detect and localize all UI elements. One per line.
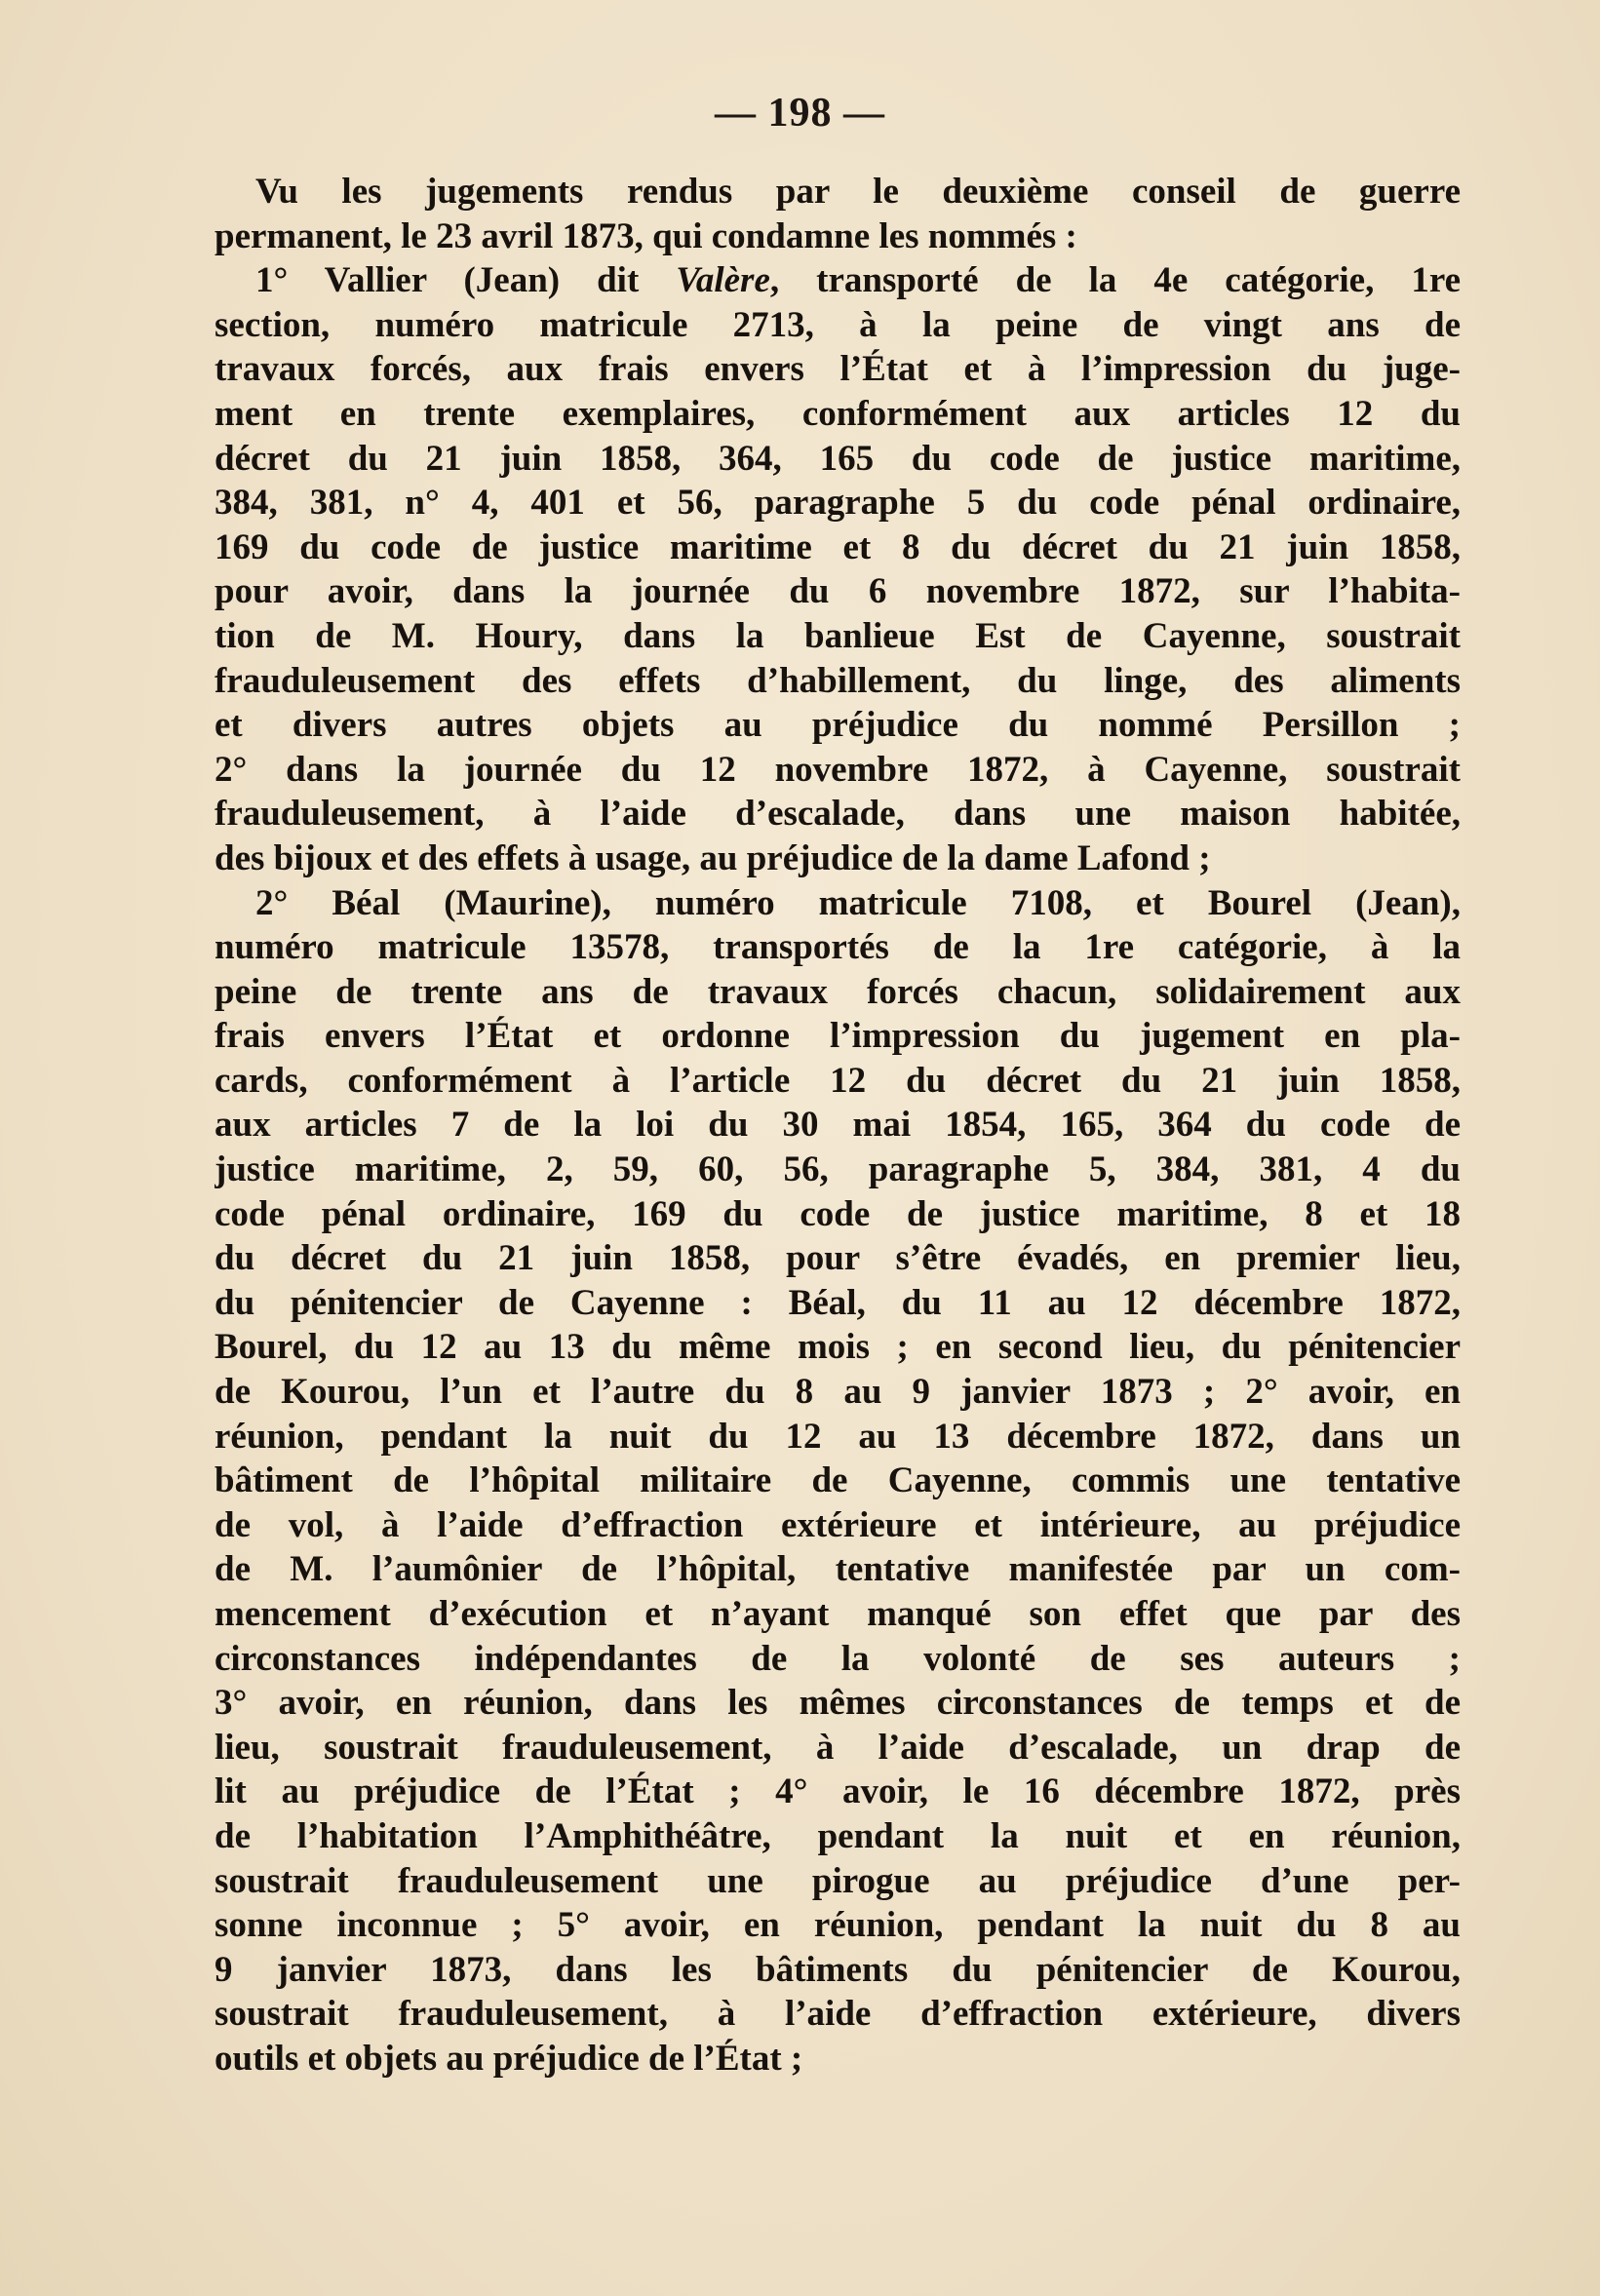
text-line: soustrait frauduleusement une pirogue au préjudice d’une per- [215, 1860, 1461, 1901]
text-line: soustrait frauduleusement, à l’aide d’effraction extérieure, divers [215, 1994, 1461, 2035]
text-line: bâtiment de l’hôpital militaire de Cayenne, commis une tentative [215, 1460, 1461, 1501]
text-line: circonstances indépendantes de la volonté de ses auteurs ; [215, 1638, 1461, 1679]
page-number: — 198 — [715, 91, 885, 136]
text-line: permanent, le 23 avril 1873, qui condamne les nommés : [215, 215, 1077, 256]
text-line: 2° Béal (Maurine), numéro matricule 7108, et Bourel (Jean), [255, 882, 1461, 923]
text-line: peine de trente ans de travaux forcés chacun, solidairement aux [215, 971, 1461, 1012]
text-line: 384, 381, n° 4, 401 et 56, paragraphe 5 du code pénal ordinaire, [215, 483, 1461, 524]
text-line: 2° dans la journée du 12 novembre 1872, à Cayenne, soustrait [215, 749, 1461, 790]
body-text [215, 170, 1461, 2082]
text-line: sonne inconnue ; 5° avoir, en réunion, pendant la nuit du 8 au [215, 1905, 1461, 1946]
text-line: tion de M. Houry, dans la banlieue Est de Cayenne, soustrait [215, 615, 1461, 656]
text-line: de M. l’aumônier de l’hôpital, tentative manifestée par un com- [215, 1549, 1461, 1590]
text-line: lieu, soustrait frauduleusement, à l’aide d’escalade, un drap de [215, 1727, 1461, 1768]
text-line: 9 janvier 1873, dans les bâtiments du pénitencier de Kourou, [215, 1949, 1461, 1990]
text-line: Bourel, du 12 au 13 du même mois ; en second lieu, du pénitencier [215, 1327, 1461, 1368]
text-line: frauduleusement, à l’aide d’escalade, dans une maison habitée, [215, 794, 1461, 835]
text-line: décret du 21 juin 1858, 364, 165 du code de justice maritime, [215, 438, 1461, 479]
text-line: du décret du 21 juin 1858, pour s’être évadés, en premier lieu, [215, 1238, 1461, 1279]
text-line: ment en trente exemplaires, conformément aux articles 12 du [215, 393, 1461, 434]
text-line: frauduleusement des effets d’habillement, du linge, des aliments [215, 660, 1461, 701]
text-line: frais envers l’État et ordonne l’impression du jugement en pla- [215, 1016, 1461, 1057]
text-line: numéro matricule 13578, transportés de la 1re catégorie, à la [215, 927, 1461, 968]
italic-nickname: Valère [676, 260, 770, 301]
text-line: justice maritime, 2, 59, 60, 56, paragraphe 5, 384, 381, 4 du [215, 1149, 1461, 1190]
text-line: travaux forcés, aux frais envers l’État et à l’impression du juge- [215, 349, 1461, 390]
text-line: pour avoir, dans la journée du 6 novembre 1872, sur l’habita- [215, 571, 1461, 612]
text-line: section, numéro matricule 2713, à la peine de vingt ans de [215, 304, 1461, 345]
text-line: cards, conformément à l’article 12 du décret du 21 juin 1858, [215, 1060, 1461, 1101]
text-line: mencement d’exécution et n’ayant manqué son effet que par des [215, 1594, 1461, 1634]
text-line: du pénitencier de Cayenne : Béal, du 11 au 12 décembre 1872, [215, 1282, 1461, 1323]
text-line: 1° Vallier (Jean) dit Valère, transporté de la 4e catégorie, 1re [255, 260, 1461, 301]
text-line: Vu les jugements rendus par le deuxième conseil de guerre [255, 172, 1461, 212]
text-line: réunion, pendant la nuit du 12 au 13 décembre 1872, dans un [215, 1416, 1461, 1457]
text-line: code pénal ordinaire, 169 du code de justice maritime, 8 et 18 [215, 1193, 1461, 1234]
text-line: et divers autres objets au préjudice du nommé Persillon ; [215, 705, 1461, 746]
text-line: de vol, à l’aide d’effraction extérieure et intérieure, au préjudice [215, 1504, 1461, 1545]
text-line: outils et objets au préjudice de l’État ; [215, 2038, 803, 2079]
text-line: des bijoux et des effets à usage, au préjudice de la dame Lafond ; [215, 837, 1211, 878]
text-line: de Kourou, l’un et l’autre du 8 au 9 janvier 1873 ; 2° avoir, en [215, 1372, 1461, 1413]
text-line: de l’habitation l’Amphithéâtre, pendant la nuit et en réunion, [215, 1815, 1461, 1856]
text-line: 169 du code de justice maritime et 8 du décret du 21 juin 1858, [215, 526, 1461, 567]
text-line: lit au préjudice de l’État ; 4° avoir, le 16 décembre 1872, près [215, 1771, 1461, 1812]
text-line: 3° avoir, en réunion, dans les mêmes circonstances de temps et de [215, 1683, 1461, 1724]
text-line: aux articles 7 de la loi du 30 mai 1854, 165, 364 du code de [215, 1105, 1461, 1146]
